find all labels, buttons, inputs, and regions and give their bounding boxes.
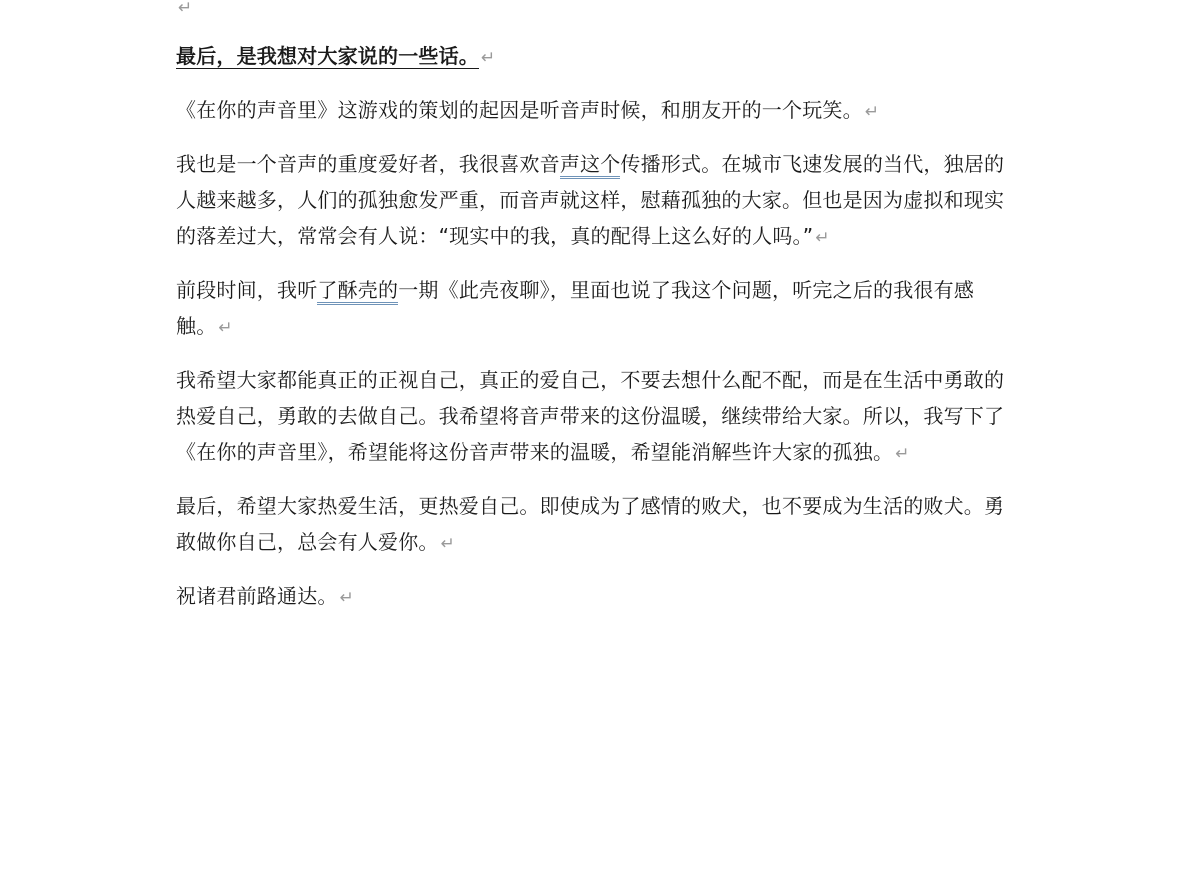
spellcheck-underlined-phrase[interactable]: 了酥壳的 xyxy=(317,278,398,305)
paragraph-asmr-fan[interactable] xyxy=(176,146,1006,256)
paragraph-blessing-text: 祝诸君前路通达。 xyxy=(176,584,338,608)
paragraph-mark-icon: ↵ xyxy=(815,228,830,248)
paragraph-mark-icon: ↵ xyxy=(440,534,456,554)
paragraph-love-life[interactable] xyxy=(176,488,1006,562)
paragraph-mark-icon: ↵ xyxy=(481,48,496,68)
closing-heading-text: 最后，是我想对大家说的一些话。 xyxy=(176,44,479,68)
paragraph-podcast-text-start: 前段时间，我听 xyxy=(176,278,318,302)
paragraph-mark-icon: ↵ xyxy=(178,0,193,18)
paragraph-mark-icon: ↵ xyxy=(895,444,910,464)
paragraph-asmr-fan-text-start: 我也是一个音声的重度爱好者，我很喜欢音 xyxy=(176,152,560,176)
paragraph-origin[interactable] xyxy=(176,92,1006,130)
paragraph-hope-text: 我希望大家都能真正的正视自己，真正的爱自己，不要去想什么配不配，而是在生活中勇敢的热爱自己，勇敢的去做自己。我希望将音声带来的这份温暖，继续带给大家。所以，我写下了《在你的声音里》，希望能将这份音声带来的温暖，希望能消解些许大家的孤独。 xyxy=(176,368,1005,464)
paragraph-podcast-text-end: 一期《此壳夜聊》，里面也说了我这个问题，听完之后的我很有感触。 xyxy=(176,278,975,338)
closing-heading-paragraph[interactable] xyxy=(176,38,1006,76)
paragraph-mark-icon: ↵ xyxy=(339,588,355,608)
paragraph-origin-text: 《在你的声音里》这游戏的策划的起因是听音声时候，和朋友开的一个玩笑。 xyxy=(176,98,863,122)
paragraph-love-life-text: 最后，希望大家热爱生活，更热爱自己。即使成为了感情的败犬，也不要成为生活的败犬。勇敢做你自己，总会有人爱你。 xyxy=(176,494,1005,554)
paragraph-podcast[interactable] xyxy=(176,272,1006,346)
paragraph-blessing[interactable] xyxy=(176,578,1006,616)
paragraph-mark-icon: ↵ xyxy=(864,102,880,122)
paragraph-mark-icon: ↵ xyxy=(218,318,233,338)
document-body[interactable] xyxy=(176,0,1006,632)
paragraph-asmr-fan-text-end: 传播形式。在城市飞速发展的当代，独居的人越来越多，人们的孤独愈发严重，而音声就这样，慰藉孤独的大家。但也是因为虚拟和现实的落差过大，常常会有人说：“现实中的我，真的配得上这么好的人吗。” xyxy=(176,152,1005,248)
spellcheck-underlined-phrase[interactable]: 声这个 xyxy=(560,152,621,179)
empty-paragraph[interactable] xyxy=(176,0,1006,18)
paragraph-hope[interactable] xyxy=(176,362,1006,472)
